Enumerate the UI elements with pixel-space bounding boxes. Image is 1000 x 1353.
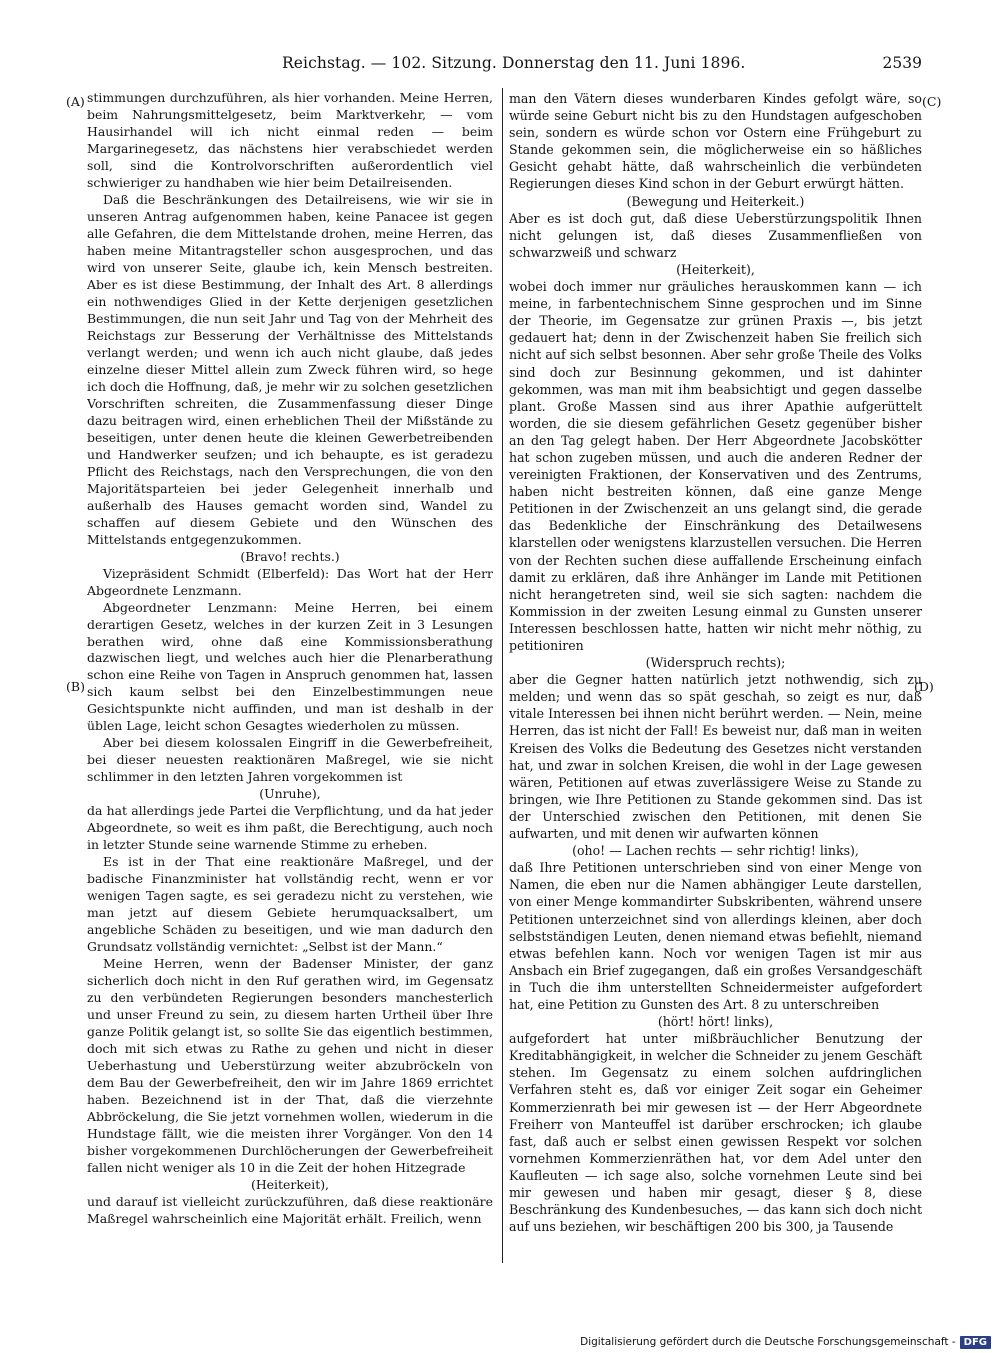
paragraph: wobei doch immer nur gräuliches herauskommen kann — ich meine, in farbentechnischem Sinne gesprochen und im Sinne der Theorie, im Gegensatze zur grünen Praxis —, bis jetzt gedauert hat; denn in der Zwischenzeit haben Sie freilich sich nicht auf sich selbst besonnen. Aber sehr große Theile des Volks sind doch zur Besinnung gekommen, und ist dahinter gekommen, was man mit ihm beabsichtigt und gegen dasselbe plant. Große Massen sind aus ihrer Apathie aufgerüttelt worden, die sie diesem gefährlichen Gesetz gegenüber bisher an den Tag gelegt haben. Der Herr Abgeordnete Jacobskötter hat schon zugeben müssen, und auch die anderen Redner der vereinigten Fraktionen, der Konservativen und des Zentrums, haben nicht bestreiten können, daß eine ganze Menge Petitionen in der Zwischenzeit an uns gelangt sind, die gerade das Bedenkliche der Einschränkung des Detailwesens klarstellen oder wenigstens klarzustellen versuchen. Die Herren von der Rechten suchen diese auffallende Erscheinung einfach damit zu erklären, daß ihre Anhänger im Lande mit Petitionen nicht herangetreten sind, weil sie sich sagten: nachdem die Kommission in der zweiten Lesung einmal zu Gunsten unserer Interessen beschlossen hatte, hatten wir nicht mehr nöthig, zu petitioniren [509,279,922,653]
paragraph: daß Ihre Petitionen unterschrieben sind von einer Menge von Namen, die eben nur die Namen abhängiger Leute darstellen, von einer Menge kommandirter Subskribenten, während unsere Petitionen unterzeichnet sind von allerdings kleinen, aber doch selbstständigen Leuten, denen niemand etwas befiehlt, niemand etwas befehlen kann. Noch vor wenigen Tagen ist mir aus Ansbach ein Brief zugegangen, daß ein großes Versandgeschäft in Tuch die ihm unterstellten Schneidermeister aufgefordert hat, eine Petition zu Gunsten des Art. 8 zu unterschreiben [509,860,922,1012]
column-divider [502,88,503,1263]
paragraph: stimmungen durchzuführen, als hier vorhanden. Meine Herren, beim Nahrungsmittelgesetz, beim Marktverkehr, — vom Hausirhandel will ich nicht einmal reden — beim Margarinegesetz, das nächstens hier verabschiedet werden soll, sind die Kontrolvorschriften außerordentlich viel schwieriger zu handhaben wie hier beim Detailreisenden. [87,90,493,190]
interjection: (oho! — Lachen rechts — sehr richtig! links), [572,843,859,859]
margin-mark-c: (C) [922,94,942,109]
interjection: (Heiterkeit), [250,1177,330,1192]
paragraph: da hat allerdings jede Partei die Verpflichtung, und da hat jeder Abgeordnete, so weit es ihm paßt, die Berechtigung, auch noch in letzter Stunde seine warnende Stimme zu erheben. [87,803,493,853]
page-footer [580,1334,991,1350]
interjection: (Unruhe), [259,786,321,802]
paragraph: Aber es ist doch gut, daß diese Ueberstürzungspolitik Ihnen nicht gelungen ist, daß dieses Zusammenfließen von schwarzweiß und schwarz [509,210,922,260]
interjection: (Widerspruch rechts); [645,655,786,671]
footer-credit: Digitalisierung gefördert durch die Deutsche Forschungsgemeinschaft - [580,1336,956,1348]
interjection: (Bravo! rechts.) [240,548,340,564]
page-header [282,52,922,74]
left-text-column [87,90,493,1265]
interjection: (Bewegung und Heiterkeit.) [626,193,805,209]
paragraph: Meine Herren, wenn der Badenser Minister, der ganz sicherlich doch nicht in den Ruf gerathen wird, im Gegensatz zu den verbündeten Regierungen besonders manchesterlich und unser Freund zu sein, zu diesem harten Urtheil über Ihre ganze Politik gelangt ist, so sollte Sie das eigentlich bestimmen, doch mit sich etwas zu Rathe zu gehen und nicht in dieser Ueberhastung und Ueberstürzung weiter abzubröckeln von dem Bau der Gewerbefreiheit, den wir im Jahre 1869 errichtet haben. Bezeichnend ist in der That, daß die vierzehnte Abbröckelung, die Sie jetzt vornehmen wollen, wiederum in die Hundstage fällt, wie die meisten ihrer Vorgänger. Von den 14 bisher vorgekommenen Durchlöcherungen der Gewerbefreiheit fallen nicht weniger als 10 in die Zeit der hohen Hitzegrade [87,956,493,1176]
paragraph: Aber bei diesem kolossalen Eingriff in die Gewerbefreiheit, bei dieser neuesten reaktionären Maßregel, wie sie nicht schlimmer in den letzten Jahren vorgekommen ist [87,735,493,785]
paragraph: Abgeordneter Lenzmann: Meine Herren, bei einem derartigen Gesetz, welches in der kurzen Zeit in 3 Lesungen berathen wird, ohne daß eine Kommissionsberathung dazwischen liegt, und welches auch hier die Plenarberathung schon eine Reihe von Tagen in Anspruch genommen hat, lassen sich kaum selbst bei den Einzelbestimmungen neue Gesichtspunkte nicht auffinden, und man ist deshalb in der üblen Lage, leicht schon Gesagtes wiederholen zu müssen. [87,599,493,734]
dfg-logo: DFG [960,1336,991,1349]
paragraph: man den Vätern dieses wunderbaren Kindes gefolgt wäre, so würde seine Geburt nicht bis zu den Hundstagen aufgeschoben sein, sondern es würde schon vor Ostern eine Frühgeburt zu Stande gekommen sein, die möglicherweise ein so häßliches Gesicht gehabt hätte, daß wahrscheinlich die verbündeten Regierungen dieses Kind schon in der Geburt erwürgt hätten. [509,91,922,192]
paragraph: Es ist in der That eine reaktionäre Maßregel, und der badische Finanzminister hat vollständig recht, wenn er vor wenigen Tagen sagte, es sei geradezu nicht zu verstehen, wie man jetzt auf diesem Gebiete herumquacksalbert, um angebliche Schäden zu beseitigen, und wie man dadurch den Grundsatz vollständig vernichtet: „Selbst ist der Mann.“ [87,854,493,955]
paragraph: Vizepräsident Schmidt (Elberfeld): Das Wort hat der Herr Abgeordnete Lenzmann. [87,565,493,598]
running-title: Reichstag. — 102. Sitzung. Donnerstag den 11. Juni 1896. [282,54,746,72]
paragraph: Daß die Beschränkungen des Detailreisens, wie wir sie in unseren Antrag aufgenommen haben, keine Panacee ist gegen alle Gefahren, die dem Mittelstande drohen, meine Herren, das haben meine Mitantragsteller schon ausgesprochen, und das wird von unserer Seite, glaube ich, kein Mensch bestreiten. Aber es ist diese Bestimmung, der Inhalt des Art. 8 allerdings ein nothwendiges Glied in der Kette derjenigen gesetzlichen Bestimmungen, die nun seit Jahr und Tag von der Mehrheit des Reichstags zur Besserung der Verhältnisse des Mittelstands verlangt werden; und wenn ich auch nicht glaube, daß jedes einzelne dieser Mittel allein zum Zweck führen wird, so hege ich doch die Hoffnung, daß, je mehr wir zu solchen gesetzlichen Vorschriften schreiten, die Zusammenfassung dieser Dinge dazu beitragen wird, einen erheblichen Theil der Mißstände zu beseitigen, unter denen heute die kleinen Gewerbetreibenden und Handwerker seufzen; und ich behaupte, es ist geradezu Pflicht des Reichstags, nach den Versprechungen, die von den Majoritätsparteien bei jeder Gelegenheit innerhalb und außerhalb des Hauses gemacht worden sind, Wandel zu schaffen auf diesem Gebiete und den Wünschen des Mittelstands entgegenzukommen. [87,191,493,547]
margin-mark-b: (B) [66,679,85,694]
margin-mark-a: (A) [66,94,85,109]
paragraph: und darauf ist vielleicht zurückzuführen, daß diese reaktionäre Maßregel wahrscheinlich eine Majorität erhält. Freilich, wenn [87,1193,493,1226]
margin-mark-d: (D) [914,679,934,694]
interjection: (hört! hört! links), [657,1014,774,1030]
paragraph: aufgefordert hat unter mißbräuchlicher Benutzung der Kreditabhängigkeit, in welcher die Schneider zu jenem Geschäft stehen. Im Gegensatz zu einem solchen aufdringlichen Verfahren steht es, daß vor einiger Zeit sogar ein Geheimer Kommerzienrath bei mir gewesen ist — der Herr Abgeordnete Freiherr von Manteuffel ist darüber erschrocken; ich glaube fast, daß auch er selbst einen gewissen Respekt vor solchen vornehmen Kommerzienräthen hat, vor dem Adel unter den Kaufleuten — ich sage also, solche vornehmen Leute sind bei mir gewesen und haben mir gesagt, dieser § 8, diese Beschränkung des Kundenbesuches, — das kann sich doch nicht auf uns beziehen, wir beschäftigen 200 bis 300, ja Tausende [509,1031,922,1235]
interjection: (Heiterkeit), [676,261,755,277]
paragraph: aber die Gegner hatten natürlich jetzt nothwendig, sich zu melden; und wenn das so spät geschah, so zeigt es nur, daß vitale Interessen bei ihnen nicht berührt werden. — Nein, meine Herren, das ist nicht der Fall! Es beweist nur, daß man in weiten Kreisen des Volks die Bedeutung des Gesetzes nicht verstanden hat, und zwar in solchen Kreisen, die wohl in der Lage gewesen wären, Petitionen auf etwas zuverlässigere Weise zu Stande zu bringen, wie Ihre Petitionen zu Stande gekommen sind. Das ist der Unterschied zwischen den Petitionen, mit denen Sie aufwarten, und mit denen wir aufwarten können [509,672,922,842]
right-text-column [509,90,922,1265]
page-number: 2539 [882,54,922,72]
